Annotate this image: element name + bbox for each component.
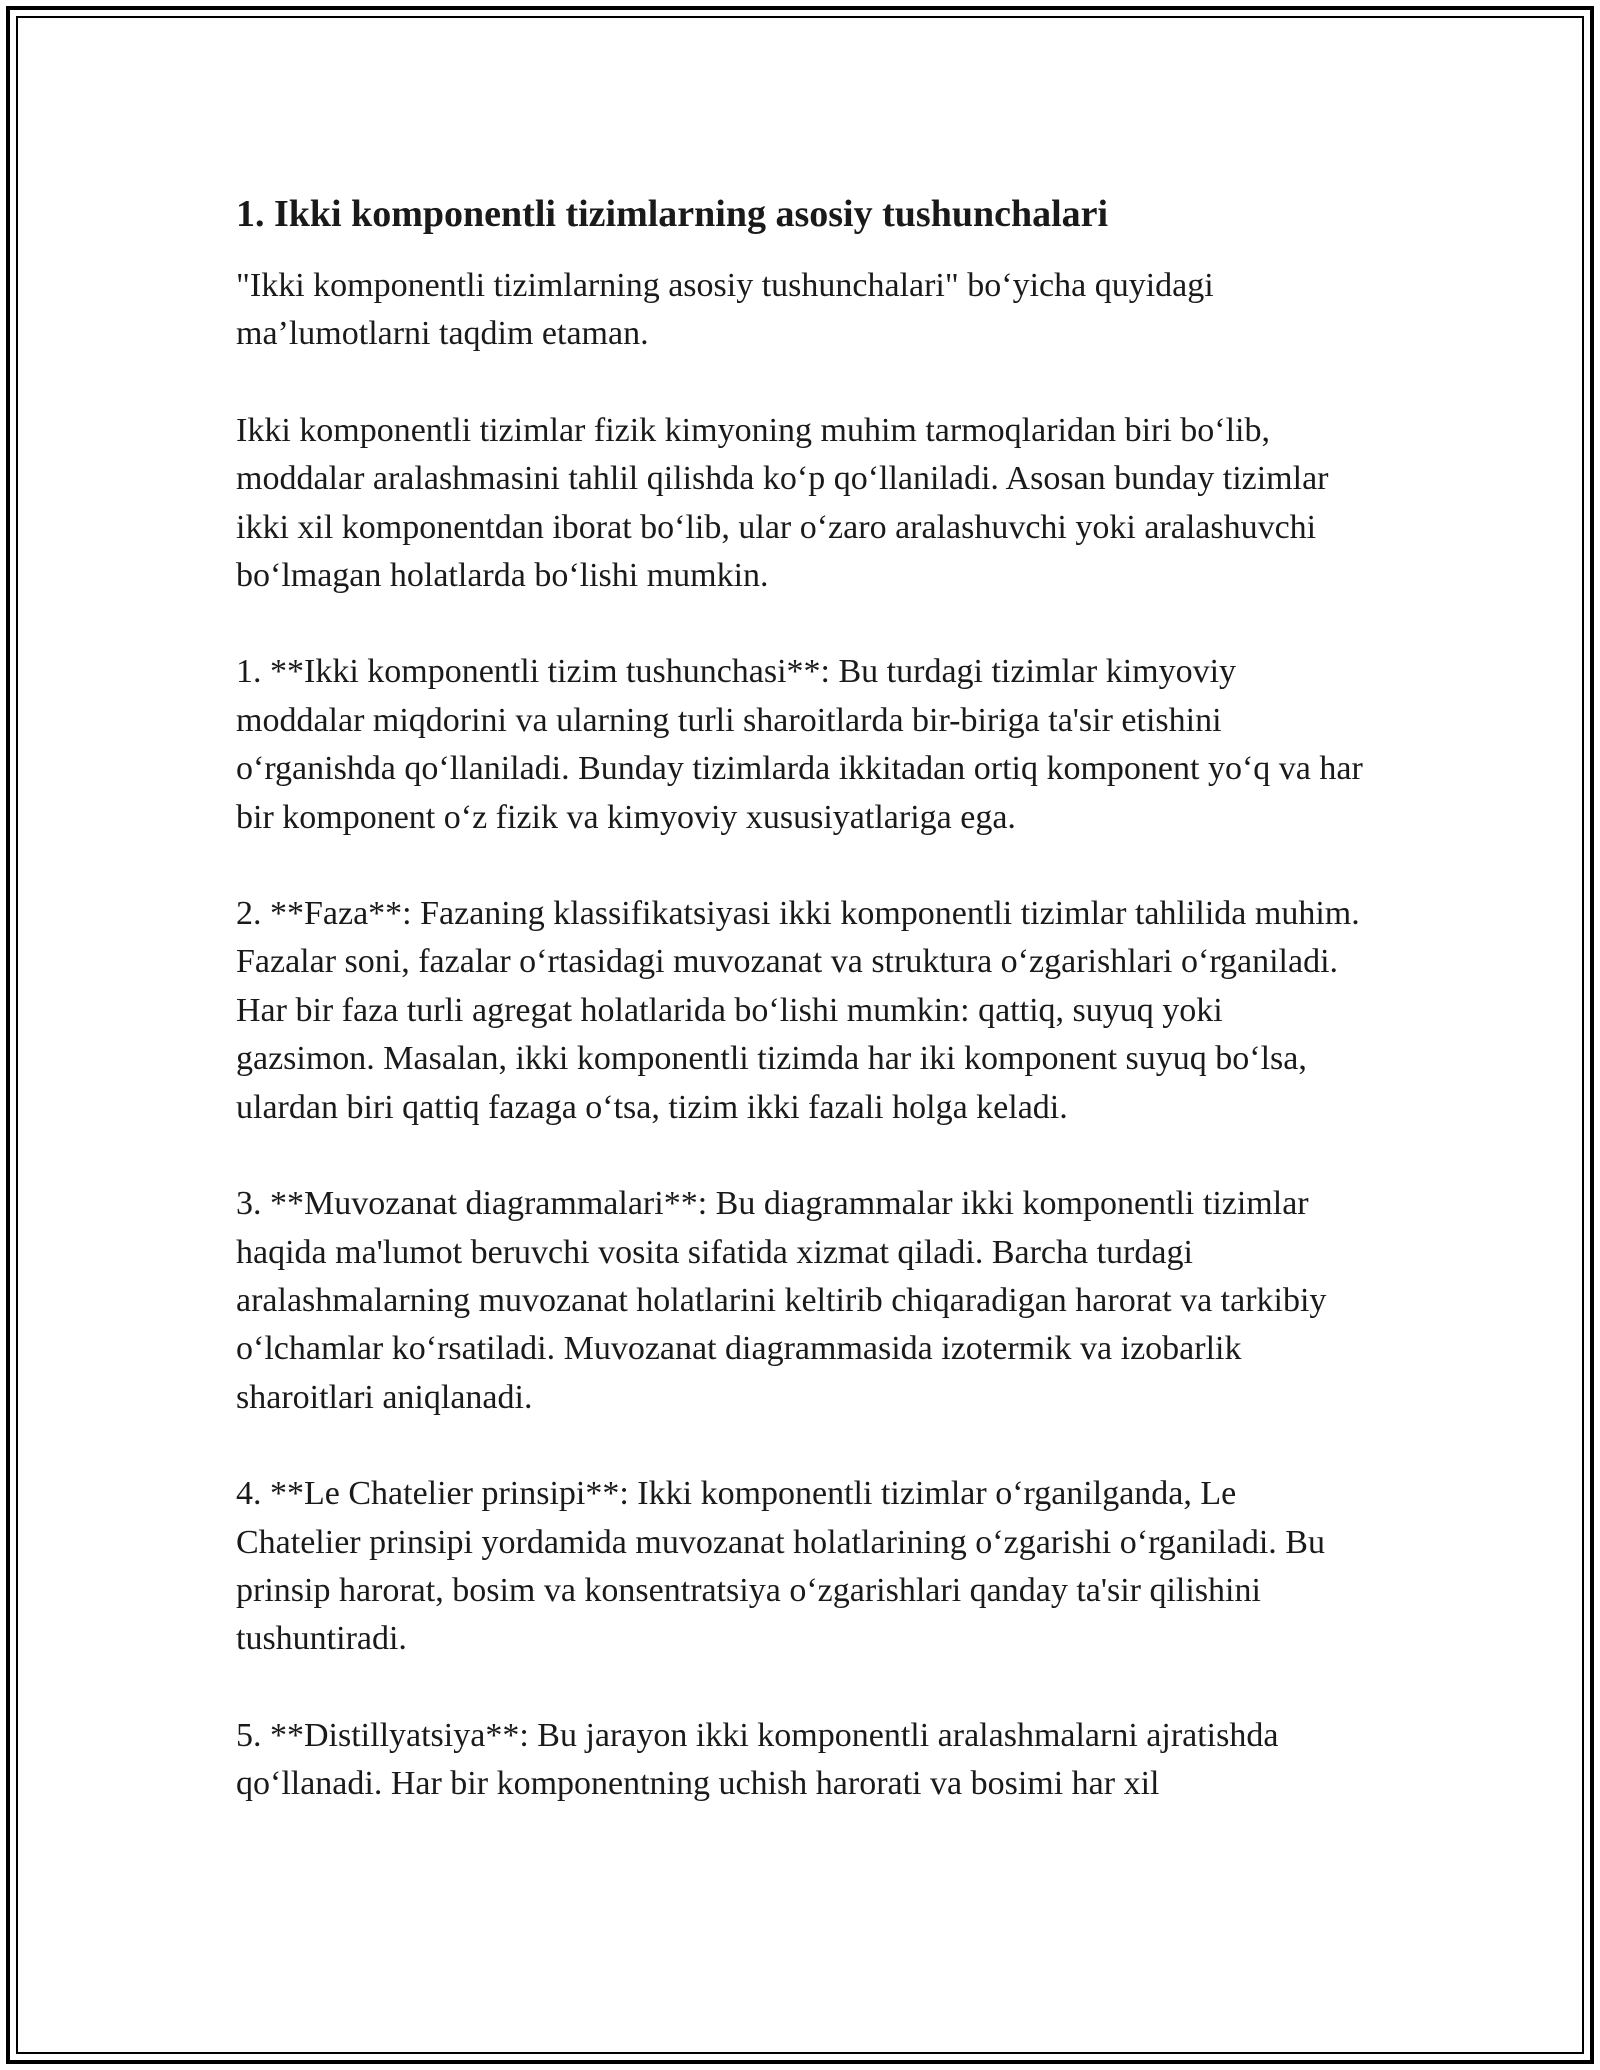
- list-item-equilibrium-diagrams: 3. **Muvozanat diagrammalari**: Bu diagrammalar ikki komponentli tizimlar haqida ma'lumot beruvchi vosita sifatida xizmat qiladi. Barcha turdagi aralashmalarning muvozanat holatlarini keltirib chiqaradigan harorat va tarkibiy o‘lchamlar ko‘rsatiladi. Muvozanat diagrammasida izotermik va izobarlik sharoitlari aniqlanadi.: [236, 1185, 1327, 1416]
- list-item-phase: 2. **Faza**: Fazaning klassifikatsiyasi ikki komponentli tizimlar tahlilida muhim. Fazalar soni, fazalar o‘rtasidagi muvozanat va struktura o‘zgarishlari o‘rganiladi. Har bir faza turli agregat holatlarida bo‘lishi mumkin: qattiq, suyuq yoki gazsimon. Masalan, ikki komponentli tizimda har iki komponent suyuq bo‘lsa, ulardan biri qattiq fazaga o‘tsa, tizim ikki fazali holga keladi.: [236, 895, 1360, 1126]
- list-item-le-chatelier: 4. **Le Chatelier prinsipi**: Ikki komponentli tizimlar o‘rganilganda, Le Chatelier prinsipi yordamida muvozanat holatlarining o‘zgarishi o‘rganiladi. Bu prinsip harorat, bosim va konsentratsiya o‘zgarishlari qanday ta'sir qilishini tushuntiradi.: [236, 1475, 1325, 1658]
- list-item-system-concept: 1. **Ikki komponentli tizim tushunchasi**: Bu turdagi tizimlar kimyoviy moddalar miqdorini va ularning turli sharoitlarda bir-biriga ta'sir etishini o‘rganishda qo‘llaniladi. Bunday tizimlarda ikkitadan ortiq komponent yo‘q va har bir komponent o‘z fizik va kimyoviy xususiyatlariga ega.: [236, 653, 1363, 836]
- list-item-distillation: 5. **Distillyatsiya**: Bu jarayon ikki komponentli aralashmalarni ajratishda qo‘llanadi. Har bir komponentning uchish harorati va bosimi har xil: [236, 1716, 1279, 1803]
- intro-paragraph: "Ikki komponentli tizimlarning asosiy tushunchalari" bo‘yicha quyidagi ma’lumotlarni taqdim etaman.: [236, 267, 1214, 353]
- document-body: [236, 186, 1364, 1857]
- overview-paragraph: Ikki komponentli tizimlar fizik kimyoning muhim tarmoqlaridan biri bo‘lib, moddalar aralashmasini tahlil qilishda ko‘p qo‘llaniladi. Asosan bunday tizimlar ikki xil komponentdan iborat bo‘lib, ular o‘zaro aralashuvchi yoki aralashuvchi bo‘lmagan holatlarda bo‘lishi mumkin.: [236, 411, 1329, 595]
- section-heading: 1. Ikki komponentli tizimlarning asosiy tushunchalari: [236, 193, 1109, 235]
